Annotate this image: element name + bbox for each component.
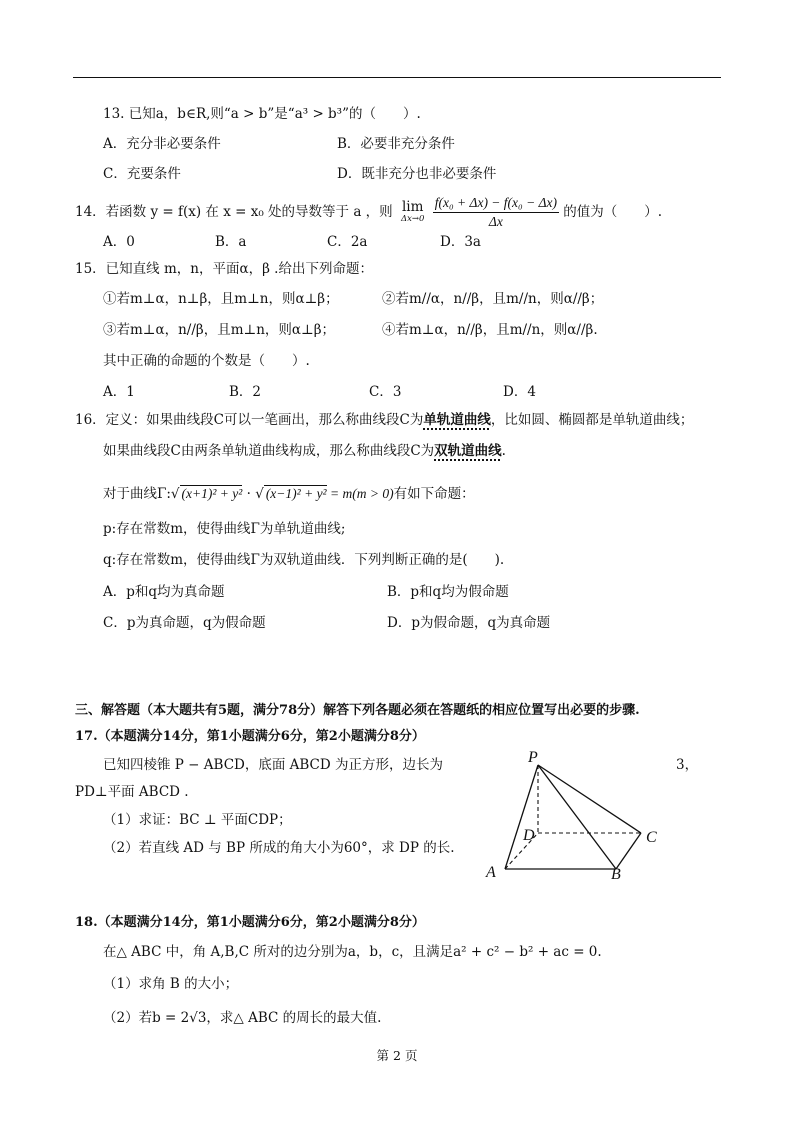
q15-ask: 其中正确的命题的个数是（ ）. (103, 353, 310, 369)
page-footer: 第 2 页 (376, 1048, 418, 1063)
q13-option-c: C．充要条件 (103, 166, 181, 182)
q15-proposition-1: ①若m⊥α，n⊥β，且m⊥n，则α⊥β； (103, 291, 339, 307)
q14-fraction (433, 194, 559, 231)
q18-sub-2: （2）若b = 2√3，求△ ABC 的周长的最大值. (103, 1010, 382, 1026)
q15-option-c: C．3 (369, 384, 402, 400)
q14-lim-sub: Δx→0 (400, 213, 425, 224)
q16-option-c: C．p为真命题，q为假命题 (103, 615, 266, 631)
q16-definition-line1 (75, 411, 693, 429)
q15-proposition-4: ④若m⊥α，n//β，且m//n，则α//β. (382, 322, 598, 338)
q14-frac-den: Δx (488, 214, 503, 229)
q17-sub-2: （2）若直线 AD 与 BP 所成的角大小为60°，求 DP 的长. (103, 840, 455, 856)
q16-term-single: 单轨道曲线 (423, 412, 491, 428)
edge-pc (538, 765, 641, 833)
q16-sqrt-1: (x+1)² + y² (181, 486, 243, 501)
q16-l2-b: . (501, 443, 506, 459)
q13-stem: 13. 已知a，b∈R,则“a > b”是“a³ > b³”的（ ）. (103, 106, 421, 122)
edge-pb (538, 765, 616, 869)
q14-option-c: C．2a (327, 234, 368, 250)
q16-term-double: 双轨道曲线 (434, 443, 502, 459)
vertex-label-d: D (523, 827, 535, 844)
q16-proposition-p: p:存在常数m，使得曲线Γ为单轨道曲线; (103, 521, 346, 537)
q14-lim-word: lim (401, 198, 424, 215)
q17-line1-value: 3， (676, 757, 699, 773)
q14-stem (75, 192, 662, 232)
q15-option-b: B．2 (229, 384, 262, 400)
q15-proposition-2: ②若m//α，n//β，且m//n，则α//β； (382, 291, 604, 307)
pyramid-figure (478, 745, 678, 885)
q16-l1-a: 16．定义：如果曲线段C可以一笔画出，那么称曲线段C为 (75, 412, 424, 428)
q13-option-b: B．必要非充分条件 (337, 136, 455, 152)
q17-line1: 已知四棱锥 P − ABCD，底面 ABCD 为正方形，边长为 (103, 757, 443, 773)
section-3-heading: 三、解答题（本大题共有5题，满分78分）解答下列各题必须在答题纸的相应位置写出必要的步骤. (75, 703, 640, 718)
q16-option-b: B．p和q均为假命题 (387, 584, 509, 600)
q16-curve-post: 有如下命题： (393, 486, 475, 502)
vertex-label-c: C (646, 829, 657, 846)
q15-proposition-3: ③若m⊥α，n//β，且m⊥n，则α⊥β； (103, 322, 336, 338)
q14-option-a: A．0 (103, 234, 135, 250)
q16-sqrt-2: (x−1)² + y² (265, 486, 327, 501)
q16-l2-a: 如果曲线段C由两条单轨道曲线构成，那么称曲线段C为 (103, 443, 435, 459)
q14-stem-pre: 14．若函数 y = f(x) 在 x = x₀ 处的导数等于 a ，则 (75, 204, 393, 220)
q18-line1: 在△ ABC 中，角 A,B,C 所对的边分别为a，b，c，且满足a² + c² − b² + ac = 0. (103, 944, 602, 960)
q16-curve-equation (103, 483, 475, 505)
q16-proposition-q: q:存在常数m，使得曲线Γ为双轨道曲线．下列判断正确的是( ). (103, 552, 505, 568)
q16-option-a: A．p和q均为真命题 (103, 584, 225, 600)
q18-sub-1: （1）求角 B 的大小； (103, 976, 239, 992)
vertex-label-p: P (528, 749, 538, 766)
q13-option-a: A．充分非必要条件 (103, 136, 221, 152)
header-rule (73, 77, 721, 78)
q18-heading: 18.（本题满分14分，第1小题满分6分，第2小题满分8分） (75, 915, 425, 930)
q14-limit (400, 198, 425, 225)
q14-frac-num: f(x₀ + Δx) − f(x₀ − Δx) (433, 194, 559, 213)
q16-curve-pre: 对于曲线Γ: (103, 486, 171, 502)
edge-pa (505, 765, 538, 869)
q16-l1-b: ，比如圆、椭圆都是单轨道曲线； (490, 412, 694, 428)
q16-option-d: D．p为假命题，q为真命题 (387, 615, 551, 631)
q17-sub-1: （1）求证：BC ⊥ 平面CDP； (103, 812, 292, 828)
sqrt-sign-2: √ (255, 486, 264, 502)
sqrt-sign-1: √ (170, 486, 180, 502)
vertex-label-b: B (611, 866, 621, 883)
q14-option-b: B．a (215, 234, 247, 250)
q17-heading: 17.（本题满分14分，第1小题满分6分，第2小题满分8分） (75, 729, 425, 744)
q14-stem-post: 的值为（ ）. (563, 204, 663, 220)
q15-option-d: D．4 (503, 384, 536, 400)
edge-bc (616, 833, 641, 869)
q15-stem: 15．已知直线 m，n，平面α，β .给出下列命题： (75, 261, 373, 277)
q16-curve-eq: = m(m > 0) (326, 486, 394, 501)
q14-option-d: D．3a (440, 234, 481, 250)
q15-option-a: A．1 (103, 384, 135, 400)
q16-dot: · (242, 486, 256, 502)
q13-option-d: D．既非充分也非必要条件 (337, 166, 497, 182)
vertex-label-a: A (486, 864, 496, 881)
q17-line2: PD⊥平面 ABCD . (75, 784, 189, 800)
q16-definition-line2 (103, 442, 506, 460)
